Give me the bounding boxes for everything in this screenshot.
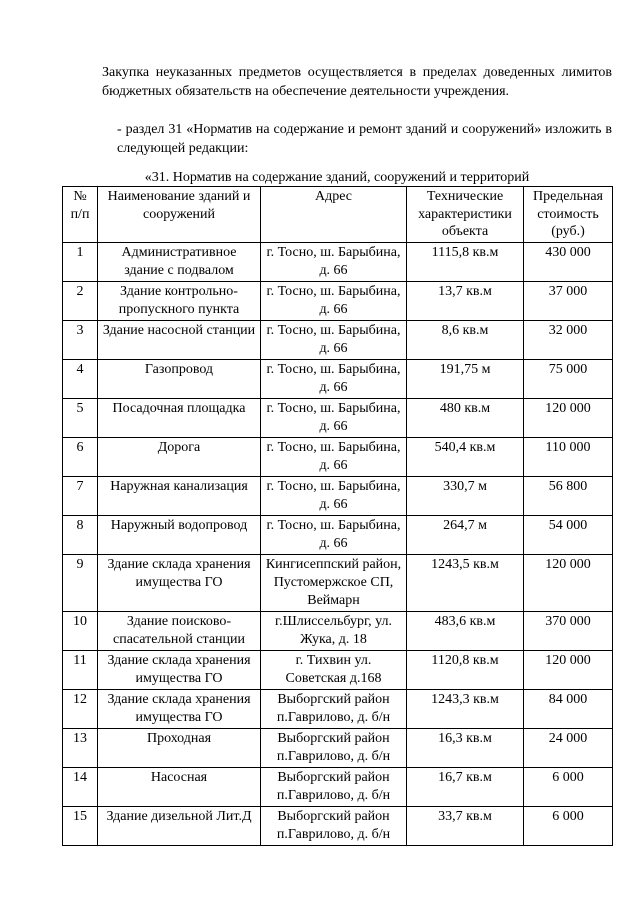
- cell-spec: 16,7 кв.м: [407, 767, 524, 806]
- cell-address: Выборгский район п.Гаврилово, д. б/н: [261, 689, 407, 728]
- cell-cost: 84 000: [524, 689, 613, 728]
- table-row: [63, 281, 613, 320]
- cell-name: Наружный водопровод: [98, 515, 261, 554]
- table-row: [63, 554, 613, 611]
- cell-cost: 6 000: [524, 767, 613, 806]
- cell-num: 14: [63, 767, 98, 806]
- header-address: Адрес: [261, 187, 407, 243]
- cell-name: Здание склада хранения имущества ГО: [98, 554, 261, 611]
- cell-address: г. Тосно, ш. Барыбина, д. 66: [261, 242, 407, 281]
- cell-address: г. Тосно, ш. Барыбина, д. 66: [261, 359, 407, 398]
- cell-spec: 13,7 кв.м: [407, 281, 524, 320]
- cell-name: Дорога: [98, 437, 261, 476]
- intro-paragraph-1-text: Закупка неуказанных предметов осуществляется в пределах доведенных лимитов бюджетных обязательств на обеспечение деятельности учреждения.: [102, 65, 612, 99]
- header-spec: Технические характеристики объекта: [407, 187, 524, 243]
- cell-cost: 37 000: [524, 281, 613, 320]
- cell-address: г. Тосно, ш. Барыбина, д. 66: [261, 437, 407, 476]
- cell-address: г.Шлиссельбург, ул. Жука, д. 18: [261, 611, 407, 650]
- table-row: [63, 242, 613, 281]
- cell-cost: 110 000: [524, 437, 613, 476]
- cell-address: г. Тосно, ш. Барыбина, д. 66: [261, 281, 407, 320]
- cell-num: 12: [63, 689, 98, 728]
- cell-num: 6: [63, 437, 98, 476]
- cell-cost: 120 000: [524, 398, 613, 437]
- cell-spec: 1243,5 кв.м: [407, 554, 524, 611]
- cell-address: г. Тосно, ш. Барыбина, д. 66: [261, 515, 407, 554]
- cell-cost: 120 000: [524, 554, 613, 611]
- cell-cost: 56 800: [524, 476, 613, 515]
- cell-name: Здание склада хранения имущества ГО: [98, 650, 261, 689]
- cell-name: Насосная: [98, 767, 261, 806]
- cell-num: 10: [63, 611, 98, 650]
- cell-cost: 120 000: [524, 650, 613, 689]
- cell-num: 9: [63, 554, 98, 611]
- table-body: [63, 242, 613, 845]
- intro-paragraph-1: [62, 63, 612, 101]
- cell-cost: 370 000: [524, 611, 613, 650]
- cell-cost: 24 000: [524, 728, 613, 767]
- cell-num: 15: [63, 806, 98, 845]
- cell-name: Здание склада хранения имущества ГО: [98, 689, 261, 728]
- cell-spec: 264,7 м: [407, 515, 524, 554]
- table-row: [63, 476, 613, 515]
- cell-name: Газопровод: [98, 359, 261, 398]
- table-header-row: [63, 187, 613, 243]
- cell-name: Наружная канализация: [98, 476, 261, 515]
- cell-address: Выборгский район п.Гаврилово, д. б/н: [261, 728, 407, 767]
- cell-spec: 1120,8 кв.м: [407, 650, 524, 689]
- table-caption: «31. Норматив на содержание зданий, сооружений и территорий: [144, 170, 530, 185]
- cell-address: г. Тосно, ш. Барыбина, д. 66: [261, 320, 407, 359]
- cell-name: Здание дизельной Лит.Д: [98, 806, 261, 845]
- cell-spec: 540,4 кв.м: [407, 437, 524, 476]
- cell-name: Проходная: [98, 728, 261, 767]
- cell-spec: 8,6 кв.м: [407, 320, 524, 359]
- cell-spec: 16,3 кв.м: [407, 728, 524, 767]
- cell-address: Выборгский район п.Гаврилово, д. б/н: [261, 806, 407, 845]
- cell-cost: 32 000: [524, 320, 613, 359]
- table-row: [63, 398, 613, 437]
- cell-spec: 330,7 м: [407, 476, 524, 515]
- cell-address: г. Тосно, ш. Барыбина, д. 66: [261, 398, 407, 437]
- table-row: [63, 359, 613, 398]
- table-row: [63, 515, 613, 554]
- cell-spec: 1115,8 кв.м: [407, 242, 524, 281]
- intro-paragraph-2-text: - раздел 31 «Норматив на содержание и ремонт зданий и сооружений» изложить в следующей редакции:: [117, 122, 612, 156]
- cell-address: г. Тихвин ул. Советская д.168: [261, 650, 407, 689]
- table-row: [63, 806, 613, 845]
- cell-spec: 1243,3 кв.м: [407, 689, 524, 728]
- cell-spec: 480 кв.м: [407, 398, 524, 437]
- cell-name: Здание насосной станции: [98, 320, 261, 359]
- cell-num: 11: [63, 650, 98, 689]
- cell-spec: 483,6 кв.м: [407, 611, 524, 650]
- cell-address: г. Тосно, ш. Барыбина, д. 66: [261, 476, 407, 515]
- cell-num: 3: [63, 320, 98, 359]
- table-row: [63, 650, 613, 689]
- table-row: [63, 728, 613, 767]
- cell-name: Административное здание с подвалом: [98, 242, 261, 281]
- cell-name: Здание контрольно-пропускного пункта: [98, 281, 261, 320]
- intro-paragraph-2: [62, 120, 612, 158]
- cell-num: 5: [63, 398, 98, 437]
- standards-table: [62, 186, 613, 846]
- cell-cost: 6 000: [524, 806, 613, 845]
- cell-cost: 54 000: [524, 515, 613, 554]
- header-name: Наименование зданий и сооружений: [98, 187, 261, 243]
- cell-num: 4: [63, 359, 98, 398]
- header-num: № п/п: [63, 187, 98, 243]
- cell-num: 7: [63, 476, 98, 515]
- cell-spec: 191,75 м: [407, 359, 524, 398]
- table-row: [63, 320, 613, 359]
- cell-name: Здание поисково-спасательной станции: [98, 611, 261, 650]
- cell-num: 8: [63, 515, 98, 554]
- table-row: [63, 437, 613, 476]
- table-row: [63, 767, 613, 806]
- cell-cost: 75 000: [524, 359, 613, 398]
- table-row: [63, 689, 613, 728]
- table-row: [63, 611, 613, 650]
- cell-name: Посадочная площадка: [98, 398, 261, 437]
- cell-spec: 33,7 кв.м: [407, 806, 524, 845]
- cell-address: Кингисеппский район, Пустомержское СП, Веймарн: [261, 554, 407, 611]
- cell-num: 1: [63, 242, 98, 281]
- cell-cost: 430 000: [524, 242, 613, 281]
- cell-address: Выборгский район п.Гаврилово, д. б/н: [261, 767, 407, 806]
- header-cost: Предельная стоимость (руб.): [524, 187, 613, 243]
- cell-num: 13: [63, 728, 98, 767]
- cell-num: 2: [63, 281, 98, 320]
